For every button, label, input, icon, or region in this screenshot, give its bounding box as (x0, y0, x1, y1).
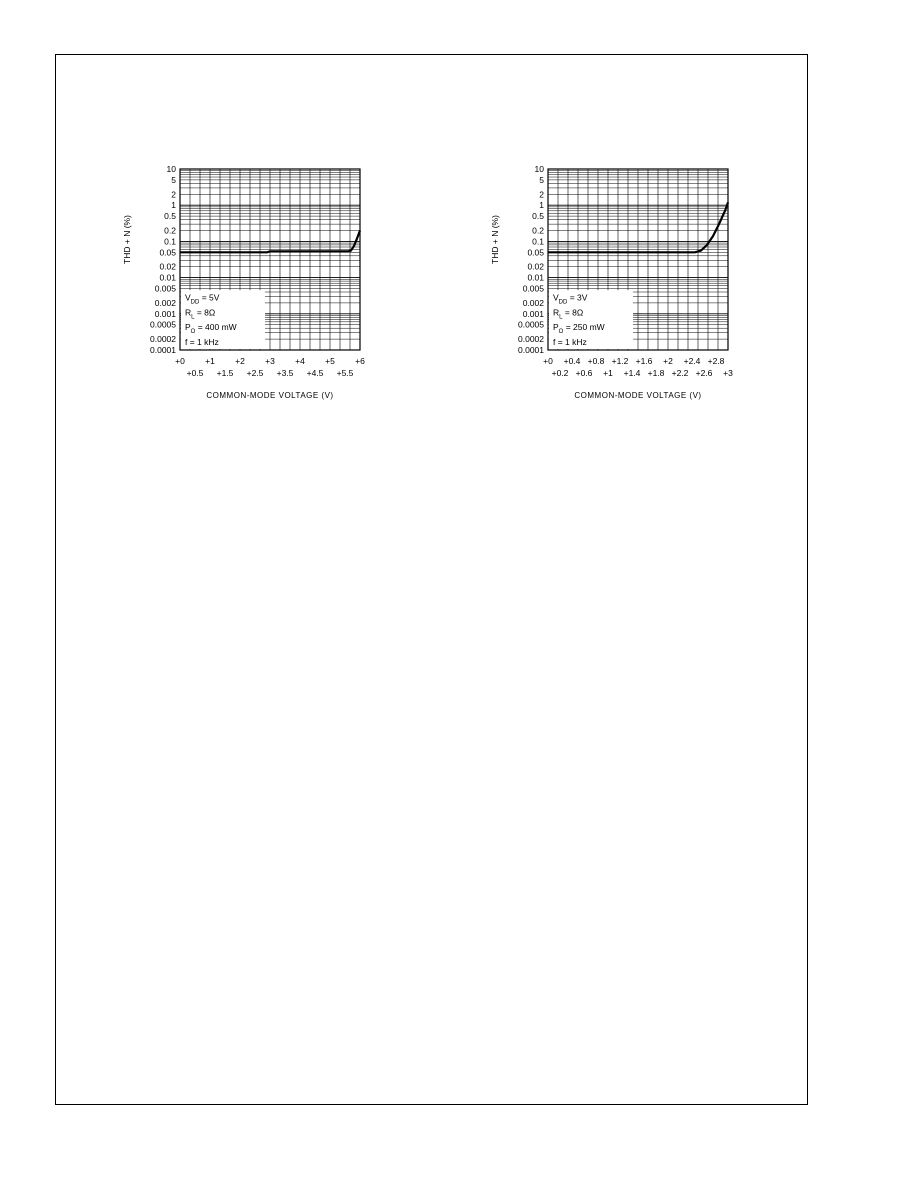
thd-vs-cmv-chart-3v (478, 155, 758, 415)
x-tick-label: +0 (543, 356, 553, 366)
x-tick-label: +5.5 (336, 368, 354, 378)
y-tick-label: 2 (171, 189, 176, 200)
y-tick-label: 0.0001 (518, 345, 544, 355)
condition-label: $P_O = 400$ mW (185, 322, 237, 336)
y-tick-label: 2 (539, 189, 544, 200)
y-tick-label: 0.1 (164, 236, 176, 247)
condition-label: $V_{DD} = 5V$ (185, 292, 220, 306)
x-tick-label: +0.2 (551, 368, 569, 378)
x-tick-label: +1.2 (611, 356, 629, 366)
y-tick-label: 5 (171, 174, 176, 185)
x-tick-label: +2 (663, 356, 673, 366)
y-tick-label: 0.5 (532, 211, 544, 222)
x-tick-label: +0 (175, 356, 185, 366)
x-tick-label: +2.2 (671, 368, 689, 378)
x-tick-label: +1.8 (647, 368, 665, 378)
x-tick-label: +1.5 (216, 368, 234, 378)
y-tick-label: 10 (166, 164, 176, 174)
y-tick-label: 0.0002 (150, 334, 176, 345)
x-tick-label: +0.8 (587, 356, 605, 366)
x-tick-label: +1.4 (623, 368, 641, 378)
x-tick-label: +2.6 (695, 368, 713, 378)
x-tick-label: +2.4 (683, 356, 701, 366)
y-tick-label: 0.0002 (518, 334, 544, 345)
condition-label: f = 1 kHz (553, 336, 587, 347)
x-tick-label: +0.4 (563, 356, 581, 366)
thd-vs-cmv-chart-5v (110, 155, 390, 415)
x-tick-label: +0.5 (186, 368, 204, 378)
y-tick-label: 1 (171, 200, 176, 211)
y-tick-label: 0.0005 (518, 319, 544, 330)
x-tick-label: +3 (723, 368, 733, 378)
condition-label: $R_L = 8\Omega$ (553, 307, 584, 321)
y-tick-label: 0.002 (154, 297, 176, 308)
y-tick-label: 0.02 (159, 261, 176, 272)
x-tick-label: +6 (355, 356, 365, 366)
y-tick-label: 0.01 (527, 272, 544, 283)
x-tick-label: +2 (235, 356, 245, 366)
y-axis-label: THD + N (%) (122, 215, 132, 264)
x-tick-label: +0.6 (575, 368, 593, 378)
y-tick-label: 0.005 (154, 283, 176, 294)
x-tick-label: +4.5 (306, 368, 324, 378)
y-tick-label: 5 (539, 174, 544, 185)
y-tick-label: 0.05 (159, 247, 176, 258)
y-tick-label: 0.005 (522, 283, 544, 294)
y-tick-label: 0.0001 (150, 345, 176, 355)
y-tick-label: 0.2 (532, 225, 544, 236)
y-tick-label: 0.001 (154, 308, 176, 319)
x-axis-label: COMMON-MODE VOLTAGE (V) (574, 391, 702, 400)
y-tick-label: 0.01 (159, 272, 176, 283)
x-tick-label: +2.5 (246, 368, 264, 378)
x-tick-label: +1.6 (635, 356, 653, 366)
x-tick-label: +5 (325, 356, 335, 366)
x-tick-label: +1 (603, 368, 613, 378)
condition-label: $P_O = 250$ mW (553, 322, 605, 336)
y-tick-label: 0.05 (527, 247, 544, 258)
x-tick-label: +3 (265, 356, 275, 366)
y-axis-label: THD + N (%) (490, 215, 500, 264)
y-tick-label: 0.0005 (150, 319, 176, 330)
y-tick-label: 0.02 (527, 261, 544, 272)
x-tick-label: +3.5 (276, 368, 294, 378)
y-tick-label: 10 (534, 164, 544, 174)
y-tick-label: 1 (539, 200, 544, 211)
y-tick-label: 0.002 (522, 297, 544, 308)
y-tick-label: 0.5 (164, 211, 176, 222)
condition-label: $R_L = 8\Omega$ (185, 307, 216, 321)
y-tick-label: 0.1 (532, 236, 544, 247)
y-tick-label: 0.001 (522, 308, 544, 319)
condition-label: $V_{DD} = 3V$ (553, 292, 588, 306)
x-tick-label: +1 (205, 356, 215, 366)
y-tick-label: 0.2 (164, 225, 176, 236)
condition-label: f = 1 kHz (185, 336, 219, 347)
x-tick-label: +4 (295, 356, 305, 366)
x-tick-label: +2.8 (707, 356, 725, 366)
x-axis-label: COMMON-MODE VOLTAGE (V) (206, 391, 334, 400)
